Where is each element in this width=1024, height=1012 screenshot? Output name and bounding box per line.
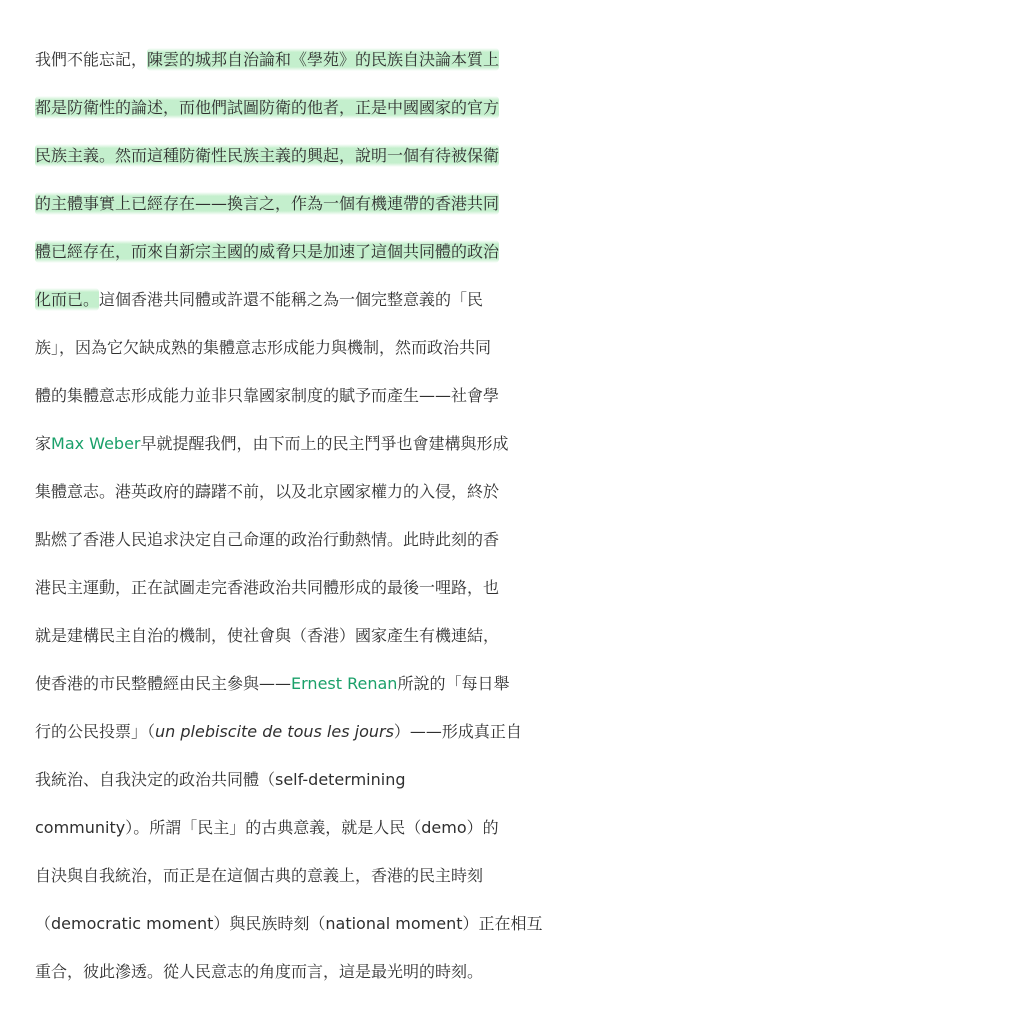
- text-line: [35, 612, 995, 660]
- text-line: [35, 372, 995, 420]
- text-line: [35, 276, 995, 324]
- highlighted-text[interactable]: 體已經存在，而來自新宗主國的威脅只是加速了這個共同體的政治: [35, 242, 500, 261]
- body-text: community）。所謂「民主」的古典意義，就是人民（demo）的: [35, 818, 499, 837]
- highlighted-text[interactable]: 民族主義。然而這種防衛性民族主義的興起，說明一個有待被保衛: [35, 146, 500, 165]
- text-line: [35, 180, 995, 228]
- body-text: 早就提醒我們，由下而上的民主鬥爭也會建構與形成: [140, 434, 509, 453]
- highlighted-text[interactable]: 陳雲的城邦自治論和《學苑》的民族自決論本質上: [147, 50, 500, 69]
- body-text: 自決與自我統治，而正是在這個古典的意義上，香港的民主時刻: [35, 866, 484, 885]
- text-line: [35, 468, 995, 516]
- text-line: [35, 900, 995, 948]
- article-body: [35, 36, 995, 996]
- body-text: 行的公民投票」（: [35, 722, 156, 741]
- text-line: [35, 948, 995, 996]
- body-text: 我們不能忘記，: [35, 50, 148, 69]
- text-line: [35, 660, 995, 708]
- text-line: [35, 132, 995, 180]
- body-text: （democratic moment）與民族時刻（national moment）正在相互: [35, 914, 543, 933]
- text-line: [35, 420, 995, 468]
- text-line: [35, 564, 995, 612]
- text-line: [35, 228, 995, 276]
- name-link[interactable]: Max Weber: [51, 434, 141, 453]
- text-line: [35, 708, 995, 756]
- highlighted-text[interactable]: 化而已。: [35, 290, 100, 309]
- text-line: [35, 804, 995, 852]
- body-text: 體的集體意志形成能力並非只靠國家制度的賦予而產生——社會學: [35, 386, 500, 405]
- highlighted-text[interactable]: 的主體事實上已經存在——換言之，作為一個有機連帶的香港共同: [35, 194, 500, 213]
- name-link[interactable]: Ernest Renan: [291, 674, 398, 693]
- body-text: 使香港的市民整體經由民主參與——: [35, 674, 292, 693]
- body-text: ）——形成真正自: [393, 722, 522, 741]
- text-line: [35, 84, 995, 132]
- body-text: 族」，因為它欠缺成熟的集體意志形成能力與機制，然而政治共同: [35, 338, 492, 357]
- body-text: 點燃了香港人民追求決定自己命運的政治行動熱情。此時此刻的香: [35, 530, 500, 549]
- body-text: 家: [35, 434, 52, 453]
- highlighted-text[interactable]: 都是防衛性的論述，而他們試圖防衛的他者，正是中國國家的官方: [35, 98, 500, 117]
- italic-quote: un plebiscite de tous les jours: [155, 722, 394, 741]
- text-line: [35, 756, 995, 804]
- body-text: 我統治、自我決定的政治共同體（self-determining: [35, 770, 406, 789]
- text-line: [35, 324, 995, 372]
- body-text: 這個香港共同體或許還不能稱之為一個完整意義的「民: [99, 290, 484, 309]
- text-line: [35, 852, 995, 900]
- body-text: 港民主運動，正在試圖走完香港政治共同體形成的最後一哩路，也: [35, 578, 500, 597]
- text-line: [35, 36, 995, 84]
- body-text: 所說的「每日舉: [397, 674, 510, 693]
- body-text: 重合，彼此滲透。從人民意志的角度而言，這是最光明的時刻。: [35, 962, 484, 981]
- body-text: 就是建構民主自治的機制，使社會與（香港）國家產生有機連結，: [35, 626, 500, 645]
- text-line: [35, 516, 995, 564]
- body-text: 集體意志。港英政府的躊躇不前，以及北京國家權力的入侵，終於: [35, 482, 500, 501]
